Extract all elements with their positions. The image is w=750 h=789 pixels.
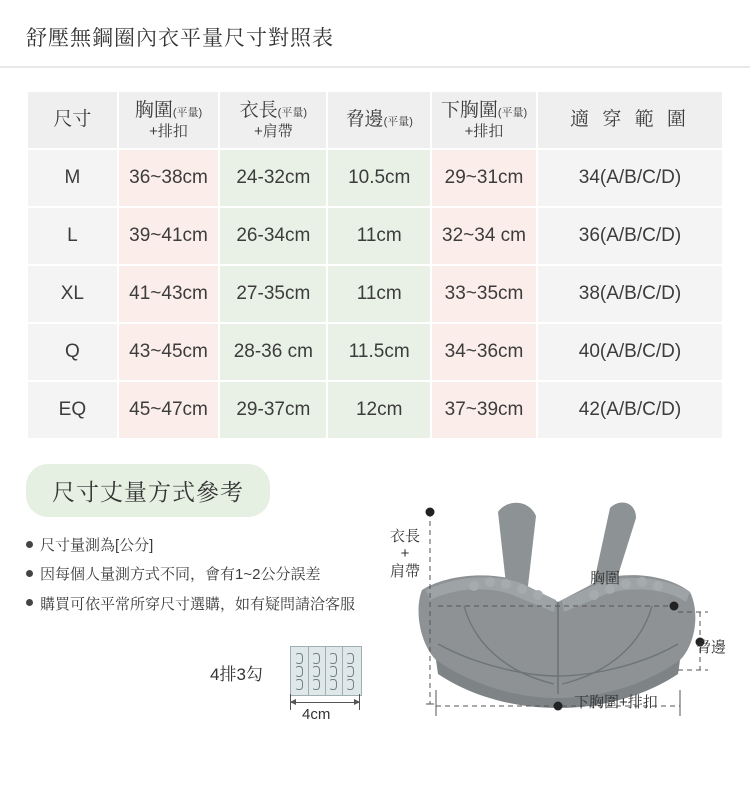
bullet-dot-icon <box>26 570 33 577</box>
column-header-underbust-line2: +排扣 <box>464 122 504 140</box>
column-header-size <box>28 92 117 148</box>
column-header-bust <box>119 92 219 148</box>
cell-fit: 42(A/B/C/D) <box>538 382 722 438</box>
label-length <box>378 528 432 580</box>
label-length-line1: 衣長 <box>389 528 420 545</box>
column-header-underbust <box>432 92 536 148</box>
cell-fit: 40(A/B/C/D) <box>538 324 722 380</box>
column-header-side-sub: (平量) <box>383 116 413 129</box>
cell-size: EQ <box>28 382 117 438</box>
table-row <box>28 150 722 206</box>
column-header-side <box>328 92 430 148</box>
cell-underbust: 37~39cm <box>432 382 536 438</box>
column-header-side-main: 脅邊 <box>345 109 384 131</box>
cell-underbust: 34~36cm <box>432 324 536 380</box>
column-header-length-sub: (平量) <box>277 106 307 119</box>
cell-underbust: 33~35cm <box>432 266 536 322</box>
column-header-bust-sub: (平量) <box>172 106 203 119</box>
bra-diagram <box>378 494 738 744</box>
column-header-length-line2: +肩帶 <box>253 122 293 140</box>
label-length-line2: + <box>400 545 410 563</box>
cell-fit: 38(A/B/C/D) <box>538 266 722 322</box>
cell-length: 26-34cm <box>220 208 326 264</box>
column-header-length-main: 衣長 <box>239 99 278 121</box>
bullet-dot-icon <box>26 541 33 548</box>
cell-size: XL <box>28 266 117 322</box>
size-table <box>26 90 724 440</box>
cell-size: M <box>28 150 117 206</box>
cell-bust: 36~38cm <box>119 150 219 206</box>
bullet-dot-icon <box>26 599 33 606</box>
cell-length: 29-37cm <box>220 382 326 438</box>
cell-length: 27-35cm <box>220 266 326 322</box>
column-header-underbust-sub: (平量) <box>497 106 528 119</box>
cell-size: L <box>28 208 117 264</box>
cell-bust: 43~45cm <box>119 324 219 380</box>
hook-diagram <box>210 646 390 736</box>
size-table-container <box>0 68 750 440</box>
measure-title-pill: 尺寸丈量方式參考 <box>26 464 270 517</box>
column-header-fit-range <box>538 92 722 148</box>
hook-width-label: 4cm <box>302 706 331 723</box>
cell-side: 12cm <box>328 382 430 438</box>
label-underbust: 下胸圍+排扣 <box>574 694 658 711</box>
column-header-size-main: 尺寸 <box>53 109 92 131</box>
label-side: 脅邊 <box>696 639 727 656</box>
hook-strip-graphic <box>290 646 362 696</box>
cell-side: 11cm <box>328 208 430 264</box>
column-header-bust-line2: +排扣 <box>149 122 188 140</box>
table-row <box>28 208 722 264</box>
table-row <box>28 324 722 380</box>
cell-side: 10.5cm <box>328 150 430 206</box>
cell-side: 11cm <box>328 266 430 322</box>
cell-fit: 34(A/B/C/D) <box>538 150 722 206</box>
column-header-length <box>220 92 326 148</box>
note-text: 尺寸量測為[公分] <box>40 537 154 554</box>
cell-length: 24-32cm <box>220 150 326 206</box>
cell-bust: 45~47cm <box>119 382 219 438</box>
label-bust: 胸圍 <box>590 570 621 587</box>
label-length-line3: 肩帶 <box>389 562 420 580</box>
table-header-row <box>28 92 722 148</box>
bra-illustration <box>378 494 738 744</box>
cell-side: 11.5cm <box>328 324 430 380</box>
cell-bust: 41~43cm <box>119 266 219 322</box>
cell-fit: 36(A/B/C/D) <box>538 208 722 264</box>
table-row <box>28 382 722 438</box>
hook-label: 4排3勾 <box>210 665 263 684</box>
column-header-fit-range-main: 適 穿 範 圍 <box>570 109 690 131</box>
cell-underbust: 32~34 cm <box>432 208 536 264</box>
cell-bust: 39~41cm <box>119 208 219 264</box>
hook-width-arrow <box>290 702 360 703</box>
page-title: 舒壓無鋼圈內衣平量尺寸對照表 <box>0 0 750 68</box>
column-header-bust-main: 胸圍 <box>134 99 173 121</box>
cell-size: Q <box>28 324 117 380</box>
note-text: 因每個人量測方式不同，會有1~2公分誤差 <box>40 566 321 584</box>
cell-underbust: 29~31cm <box>432 150 536 206</box>
column-header-underbust-main: 下胸圍 <box>440 99 498 121</box>
note-text: 購買可依平常所穿尺寸選購，如有疑問請洽客服 <box>40 595 356 613</box>
cell-length: 28-36 cm <box>220 324 326 380</box>
table-row <box>28 266 722 322</box>
